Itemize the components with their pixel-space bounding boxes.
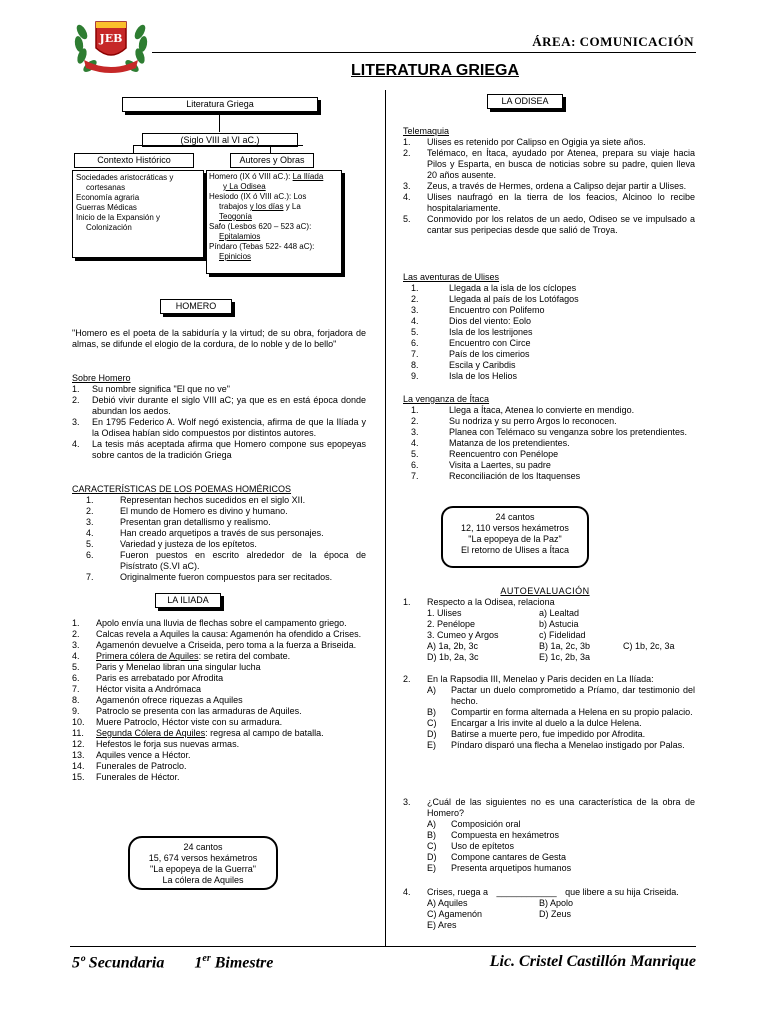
list-item: 2. Calcas revela a Aquiles la causa: Agamenón ha ofendido a Crises. xyxy=(72,629,362,639)
context-item: Sociedades aristocráticas y xyxy=(76,173,174,182)
list-item: 5. Conmovido por los relatos de un aedo, Odiseo se ve impulsado a cantar sus peripecias desde que salió de Troya. xyxy=(403,214,695,235)
answer-option: C) Encargar a Iris invite al duelo a la dulce Helena. xyxy=(427,718,642,728)
list-item: 9. Patroclo se presenta con las armaduras de Aquiles. xyxy=(72,706,302,716)
venganza-title: La venganza de Ítaca xyxy=(403,394,490,404)
summary-line: El retorno de Ulises a Ítaca xyxy=(460,545,570,555)
question-4: 4. Crises, ruega a ____________ que libere a su hija Criseida. A) Aquiles C) Agamenón E) Ares B) Apolo D) Zeus xyxy=(403,887,679,930)
match-right: b) Astucia xyxy=(539,619,579,629)
match-right: c) Fidelidad xyxy=(539,630,586,640)
map-line xyxy=(133,145,134,153)
list-item: 1. Llega a Ítaca, Atenea lo convierte en mendigo. xyxy=(411,405,635,415)
list-item: 4. Matanza de los pretendientes. xyxy=(411,438,570,448)
answer-option: A) Pactar un duelo comprometido a Príamo, dar testimonio del hecho. xyxy=(427,685,695,706)
telemaquia xyxy=(403,126,695,236)
question-2: 2. En la Rapsodia III, Menelao y Paris deciden en La Ilíada: A) Pactar un duelo comprometido a Príamo, dar testimonio del hecho. B) Compartir en forma alternada a Helena en su propio palacio. C) Encargar a Iris invite al duelo a la dulce Helena. D) Batirse a muerte pero, fue impedido por Afrodita. E) Píndaro disparó una flecha a Menelao instigado por Palas. xyxy=(403,674,695,750)
list-item: 13. Aquiles vence a Héctor. xyxy=(72,750,191,760)
answer-option: A) Composición oral xyxy=(427,819,521,829)
answer-option: D) Zeus xyxy=(539,909,572,919)
author-line: Hesiodo (IX ó VIII aC.): Los xyxy=(209,192,307,201)
summary-line: 15, 674 versos hexámetros xyxy=(148,853,258,863)
list-item: 2. Telémaco, en Ítaca, ayudado por Atenea, prepara su viaje hacia Pilos y Esparta, en busca de noticias sobre su padre, quien lleva 20 años ausente. xyxy=(403,148,695,180)
answer-option: E) Ares xyxy=(427,920,457,930)
author-line: Píndaro (Tebas 522- 448 aC): xyxy=(209,242,315,251)
list-item: 1. Apolo envía una lluvia de flechas sobre el campamento griego. xyxy=(72,618,347,628)
match-left: 2. Penélope xyxy=(427,619,476,629)
list-item: 6. Fueron puestos en escrito alrededor de la época de Pisístrato (S.VI aC). xyxy=(86,550,366,571)
area-label: ÁREA: COMUNICACIÓN xyxy=(532,34,694,49)
list-item: 1. Representan hechos sucedidos en el siglo XII. xyxy=(86,495,306,505)
answer-option: B) Apolo xyxy=(539,898,574,908)
list-item: 9. Isla de los Helios xyxy=(411,371,518,381)
answer-option: A) 1a, 2b, 3c xyxy=(427,641,479,651)
list-item: 11. Segunda Cólera de Aquiles: regresa al campo de batalla. xyxy=(72,728,324,738)
page-title: LITERATURA GRIEGA xyxy=(351,62,519,79)
author-line: y La Odisea xyxy=(223,182,266,191)
match-left: 1. Ulises xyxy=(427,608,462,618)
answer-option: B) Compartir en forma alternada a Helena en su propio palacio. xyxy=(427,707,693,717)
telemaquia-title: Telemaquia xyxy=(403,126,450,136)
author-line: Teogonía xyxy=(219,212,252,221)
list-item: 3. Zeus, a través de Hermes, ordena a Calipso dejar partir a Ulises. xyxy=(403,181,687,191)
list-item: 5. Paris y Menelao libran una singular lucha xyxy=(72,662,261,672)
aventuras-title: Las aventuras de Ulises xyxy=(403,272,500,282)
blank-field: ____________ xyxy=(496,887,557,897)
authors-box xyxy=(206,170,342,274)
list-item: 6. Encuentro con Circe xyxy=(411,338,531,348)
context-item: Inicio de la Expansión y xyxy=(76,213,161,222)
list-item: 4. Han creado arquetipos a través de sus personajes. xyxy=(86,528,324,538)
context-item: Economía agraria xyxy=(76,193,140,202)
school-logo xyxy=(70,14,152,76)
homero-quote: "Homero es el poeta de la sabiduría y la virtud; de su obra, forjadora de almas, se difunde el elogio de la cordura, de lo noble y de lo bello" xyxy=(72,328,366,349)
context-item: Guerras Médicas xyxy=(76,203,137,212)
list-item: 10. Muere Patroclo, Héctor viste con su armadura. xyxy=(72,717,283,727)
homero-label: HOMERO xyxy=(160,299,232,314)
footer-rule xyxy=(70,946,696,947)
header-rule xyxy=(152,52,696,53)
context-title: Contexto Histórico xyxy=(74,153,194,168)
list-item: 15. Funerales de Héctor. xyxy=(72,772,180,782)
list-item: 3. Planea con Telémaco su venganza sobre los pretendientes. xyxy=(411,427,687,437)
authors-title: Autores y Obras xyxy=(230,153,314,168)
sobre-homero xyxy=(72,373,366,461)
author-line: Epitalamios xyxy=(219,232,261,241)
author-line: Safo (Lesbos 620 – 523 aC): xyxy=(209,222,312,231)
footer-teacher: Lic. Cristel Castillón Manrique xyxy=(489,953,696,970)
author-line: Homero (IX ó VIII aC.): La Ilíada xyxy=(209,172,324,181)
odisea-summary-box xyxy=(441,506,589,568)
summary-line: "La epopeya de la Guerra" xyxy=(150,864,256,874)
autoevaluacion-title: AUTOEVALUACIÓN xyxy=(500,586,590,596)
logo-text: JEB xyxy=(99,32,123,45)
list-item: 2. Su nodriza y su perro Argos lo reconocen. xyxy=(411,416,617,426)
question-3: 3. ¿Cuál de las siguientes no es una característica de la obra de Homero? A) Composición oral B) Compuesta en hexámetros C) Uso de epítetos D) Compone cantares de Gesta E) Presenta arquetipos humanos xyxy=(403,797,695,873)
list-item: 2. Debió vivir durante el siglo VIII aC; ya que es en está época donde abundan los aedos. xyxy=(72,395,366,416)
iliada-list xyxy=(72,618,366,783)
context-item: Colonización xyxy=(86,223,132,232)
list-item: 5. Reencuentro con Penélope xyxy=(411,449,559,459)
list-item: 7. País de los cimerios xyxy=(411,349,530,359)
list-item: 6. Visita a Laertes, su padre xyxy=(411,460,551,470)
answer-option: B) 1a, 2c, 3b xyxy=(539,641,591,651)
list-item: 14. Funerales de Patroclo. xyxy=(72,761,187,771)
odisea-label: LA ODISEA xyxy=(487,94,563,109)
caracteristicas-title: CARACTERÍSTICAS DE LOS POEMAS HOMÉRICOS xyxy=(72,484,292,494)
list-item: 7. Reconciliación de los Itaquenses xyxy=(411,471,581,481)
summary-line: 24 cantos xyxy=(183,842,223,852)
list-item: 2. El mundo de Homero es divino y humano. xyxy=(86,506,288,516)
footer-grade xyxy=(72,953,273,972)
list-item: 3. Encuentro con Polifemo xyxy=(411,305,545,315)
map-line xyxy=(270,145,271,153)
iliada-label: LA ILIADA xyxy=(155,593,221,608)
summary-line: La cólera de Aquiles xyxy=(162,875,244,885)
list-item: 2. Llegada al país de los Lotófagos xyxy=(411,294,579,304)
map-period: (Siglo VIII al VI aC.) xyxy=(142,133,298,147)
grade-label: 5º Secundaria xyxy=(72,954,165,972)
answer-option: C) 1b, 2c, 3a xyxy=(623,641,675,651)
question-1: 1. Respecto a la Odisea, relaciona 1. Ulises 2. Penélope 3. Cumeo y Argos a) Lealtad b) Astucia c) Fidelidad A) 1a, 2b, 3c B) 1a, 2c, 3b C) 1b, 2c, 3a D) 1b, 2a, 3c E) 1c, 2b, 3a xyxy=(403,597,675,662)
sobre-homero-title: Sobre Homero xyxy=(72,373,131,383)
term-superscript: er xyxy=(202,953,211,964)
map-root: Literatura Griega xyxy=(122,97,318,112)
answer-option: D) Batirse a muerte pero, fue impedido por Afrodita. xyxy=(427,729,646,739)
context-item: cortesanas xyxy=(86,183,126,192)
list-item: 1. Su nombre significa "El que no ve" xyxy=(72,384,230,394)
list-item: 8. Escila y Caribdis xyxy=(411,360,516,370)
term-label: Bimestre xyxy=(214,954,274,972)
list-item: 1. Ulises es retenido por Calipso en Ogigia ya siete años. xyxy=(403,137,646,147)
list-item: 5. Variedad y justeza de los epítetos. xyxy=(86,539,257,549)
iliada-summary-box xyxy=(128,836,278,890)
list-item: 5. Isla de los lestrijones xyxy=(411,327,533,337)
answer-option: E) Presenta arquetipos humanos xyxy=(427,863,572,873)
answer-option: C) Agamenón xyxy=(427,909,483,919)
answer-option: B) Compuesta en hexámetros xyxy=(427,830,560,840)
list-item: 4. Primera cólera de Aquiles: se retira del combate. xyxy=(72,651,291,661)
column-divider xyxy=(385,90,386,946)
match-left: 3. Cumeo y Argos xyxy=(427,630,499,640)
answer-option: D) Compone cantares de Gesta xyxy=(427,852,567,862)
caracteristicas xyxy=(72,484,366,583)
answer-option: A) Aquiles xyxy=(427,898,468,908)
list-item: 8. Agamenón ofrece riquezas a Aquiles xyxy=(72,695,243,705)
map-line xyxy=(219,112,220,132)
summary-line: 24 cantos xyxy=(495,512,535,522)
author-line: trabajos y los días y La xyxy=(219,202,301,211)
match-right: a) Lealtad xyxy=(539,608,580,618)
venganza xyxy=(403,394,695,482)
list-item: 3. Agamenón devuelve a Criseida, pero toma a la fuerza a Briseida. xyxy=(72,640,357,650)
list-item: 4. Dios del viento: Eolo xyxy=(411,316,532,326)
answer-option: E) Píndaro disparó una flecha a Menelao instigado por Palas. xyxy=(427,740,685,750)
context-box xyxy=(72,170,204,258)
author-line: Epinicios xyxy=(219,252,252,261)
answer-option: C) Uso de epítetos xyxy=(427,841,515,851)
summary-line: "La epopeya de la Paz" xyxy=(468,534,562,544)
aventuras xyxy=(403,272,695,382)
list-item: 3. Presentan gran detallismo y realismo. xyxy=(86,517,271,527)
list-item: 7. Originalmente fueron compuestos para ser recitados. xyxy=(86,572,333,582)
list-item: 4. La tesis más aceptada afirma que Homero compone sus epopeyas sobre cantos de la tradición Griega xyxy=(72,439,366,460)
list-item: 1. Llegada a la isla de los cíclopes xyxy=(411,283,577,293)
answer-option: E) 1c, 2b, 3a xyxy=(539,652,591,662)
list-item: 3. En 1795 Federico A. Wolf negó existencia, afirma de que la Ilíada y la Odisea habían sido compuestos por distintos autores. xyxy=(72,417,366,438)
list-item: 4. Ulises naufragó en la tierra de los feacios, Alcinoo lo recibe hospitalariamente. xyxy=(403,192,695,213)
summary-line: 12, 110 versos hexámetros xyxy=(461,523,569,533)
term-number: 1 xyxy=(194,954,203,972)
list-item: 12. Hefestos le forja sus nuevas armas. xyxy=(72,739,240,749)
answer-option: D) 1b, 2a, 3c xyxy=(427,652,479,662)
list-item: 6. Paris es arrebatado por Afrodita xyxy=(72,673,224,683)
list-item: 7. Héctor visita a Andrómaca xyxy=(72,684,202,694)
